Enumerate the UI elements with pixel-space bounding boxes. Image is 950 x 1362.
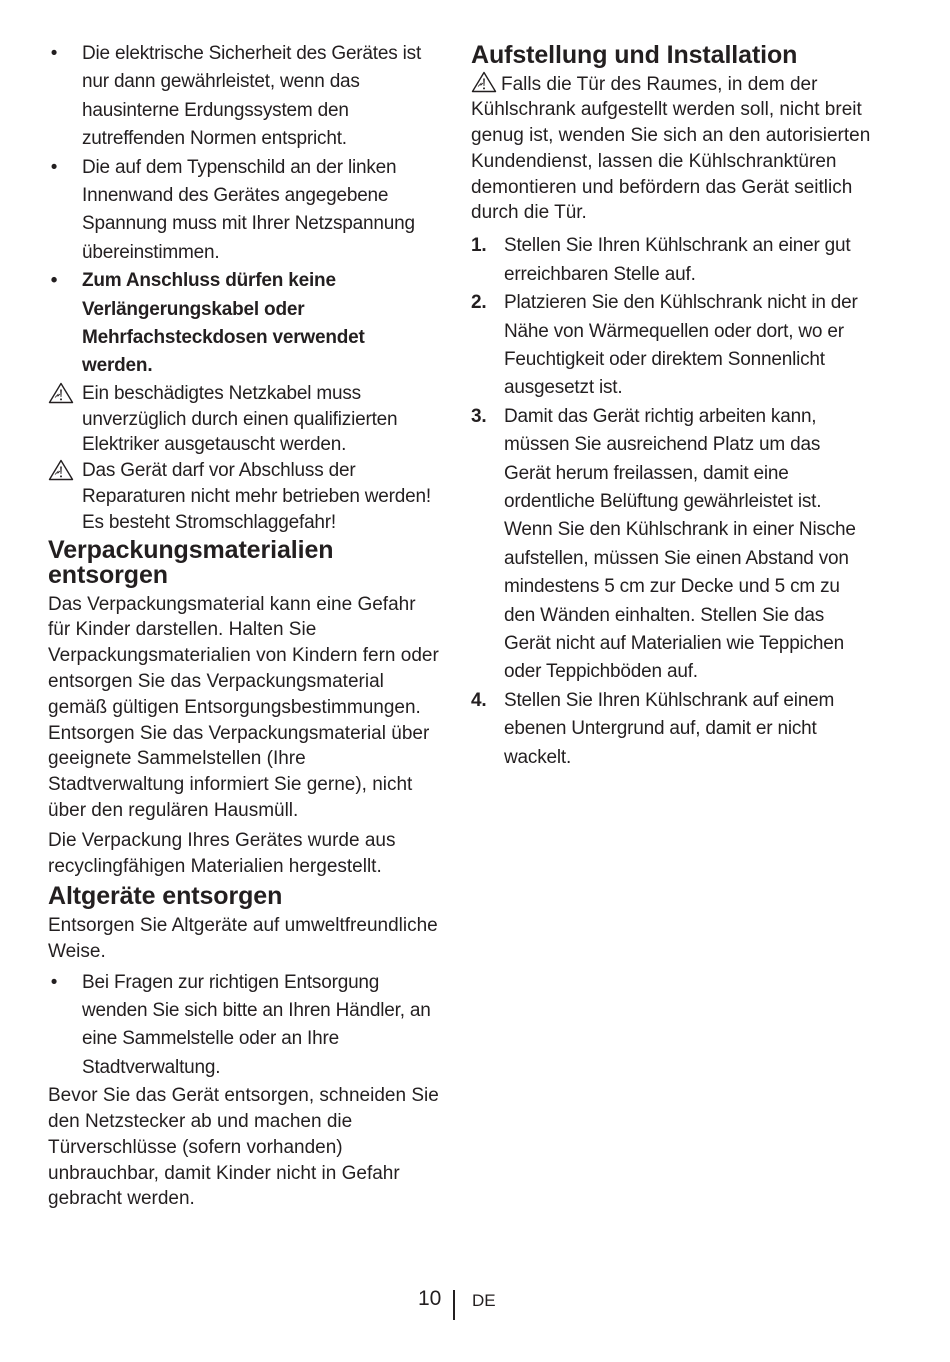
- section-heading-packaging: Verpackungsmaterialien entsorgen: [48, 535, 334, 590]
- step-number: 4.: [471, 689, 487, 711]
- list-item-text: Bei Fragen zur richtigen Entsorgung wenden Sie sich bitte an Ihren Händler, an eine Sammelstelle oder an Ihre Stadtverwaltung.: [82, 971, 431, 1078]
- warning-note: [48, 381, 440, 458]
- step-number: 1.: [471, 235, 487, 257]
- warning-text: Das Gerät darf vor Abschluss der Reparaturen nicht mehr betrieben werden! Es besteht Stromschlaggefahr!: [82, 460, 431, 533]
- list-item: [48, 40, 440, 154]
- bullet-icon: •: [50, 43, 58, 64]
- right-column: [471, 40, 871, 772]
- bullet-icon: •: [50, 270, 58, 292]
- page-number: 10: [418, 1287, 442, 1310]
- list-item: [471, 289, 871, 403]
- bullet-icon: •: [50, 156, 58, 178]
- warning-triangle-icon: [48, 459, 74, 481]
- step-number: 3.: [471, 405, 487, 427]
- list-item: [48, 267, 440, 381]
- old-devices-intro: Entsorgen Sie Altgeräte auf umweltfreundliche Weise.: [48, 914, 438, 962]
- footer-divider: [453, 1290, 455, 1320]
- step-text: Stellen Sie Ihren Kühlschrank auf einem ebenen Untergrund auf, damit er nicht wackelt.: [504, 689, 835, 768]
- old-devices-closing: Bevor Sie das Gerät entsorgen, schneiden Sie den Netzstecker ab und machen die Türverschlüsse (sofern vorhanden) unbrauchbar, damit Kinder nicht in Gefahr gebracht werden.: [48, 1085, 439, 1210]
- step-number: 2.: [471, 292, 487, 314]
- installation-steps: [471, 232, 871, 772]
- list-item-text: Zum Anschluss dürfen keine Verlängerungskabel oder Mehrfachsteckdosen verwendet werden.: [82, 270, 365, 377]
- section-heading-old-devices: Altgeräte entsorgen: [48, 882, 283, 911]
- warning-triangle-icon: [48, 382, 74, 404]
- list-item-text: Die auf dem Typenschild an der linken Innenwand des Gerätes angegebene Spannung muss mit Ihrer Netzspannung übereinstimmen.: [82, 156, 415, 263]
- list-item-text: Die elektrische Sicherheit des Gerätes ist nur dann gewährleistet, wenn das hausinterne Erdungssystem den zutreffenden Normen entspricht.: [82, 43, 422, 150]
- section-heading-installation: Aufstellung und Installation: [471, 41, 798, 69]
- list-item: [471, 403, 871, 687]
- installation-warning-text: Falls die Tür des Raumes, in dem der Kühlschrank aufgestellt werden soll, nicht breit genug ist, wenden Sie sich an den autorisierten Kundendienst, lassen die Kühlschranktüren demontieren und befördern das Gerät seitlich durch die Tür.: [471, 73, 871, 224]
- packaging-paragraph: Die Verpackung Ihres Gerätes wurde aus recyclingfähigen Materialien hergestellt.: [48, 829, 396, 877]
- safety-bullet-list: [48, 40, 440, 381]
- language-code: DE: [472, 1291, 496, 1310]
- list-item: [48, 969, 440, 1083]
- warning-note: [48, 458, 440, 535]
- warning-text: Ein beschädigtes Netzkabel muss unverzüglich durch einen qualifizierten Elektriker ausgetauscht werden.: [82, 382, 398, 456]
- list-item: [471, 232, 871, 289]
- step-text: Platzieren Sie den Kühlschrank nicht in der Nähe von Wärmequellen oder dort, wo er Feuchtigkeit oder direktem Sonnenlicht ausgesetzt ist.: [504, 292, 858, 399]
- old-devices-bullet-list: [48, 969, 440, 1083]
- page-footer: [0, 1285, 950, 1325]
- bullet-icon: •: [50, 971, 58, 993]
- step-text: Damit das Gerät richtig arbeiten kann, müssen Sie ausreichend Platz um das Gerät herum freilassen, damit eine ordentliche Belüftung gewährleistet ist. Wenn Sie den Kühlschrank in einer Nische aufstellen, müssen Sie einen Abstand von mindestens 5 cm zur Decke und 5 cm zu den Wänden einhalten. Stellen Sie das Gerät nicht auf Materialien wie Teppichen oder Teppichböden auf.: [504, 405, 856, 683]
- packaging-paragraph: Das Verpackungsmaterial kann eine Gefahr für Kinder darstellen. Halten Sie Verpackungsmaterialien von Kindern fern oder entsorgen Sie das Verpackungsmaterial gemäß gültigen Entsorgungsbestimmungen. Entsorgen Sie das Verpackungsmaterial über geeignete Sammelstellen (Ihre Stadtverwaltung informiert Sie gerne), nicht über den regulären Hausmüll.: [48, 593, 439, 822]
- list-item: [48, 154, 440, 268]
- step-text: Stellen Sie Ihren Kühlschrank an einer gut erreichbaren Stelle auf.: [504, 235, 851, 285]
- warning-triangle-icon: [471, 71, 497, 93]
- list-item: [471, 687, 871, 772]
- installation-warning: [471, 71, 871, 227]
- left-column: [48, 40, 440, 1212]
